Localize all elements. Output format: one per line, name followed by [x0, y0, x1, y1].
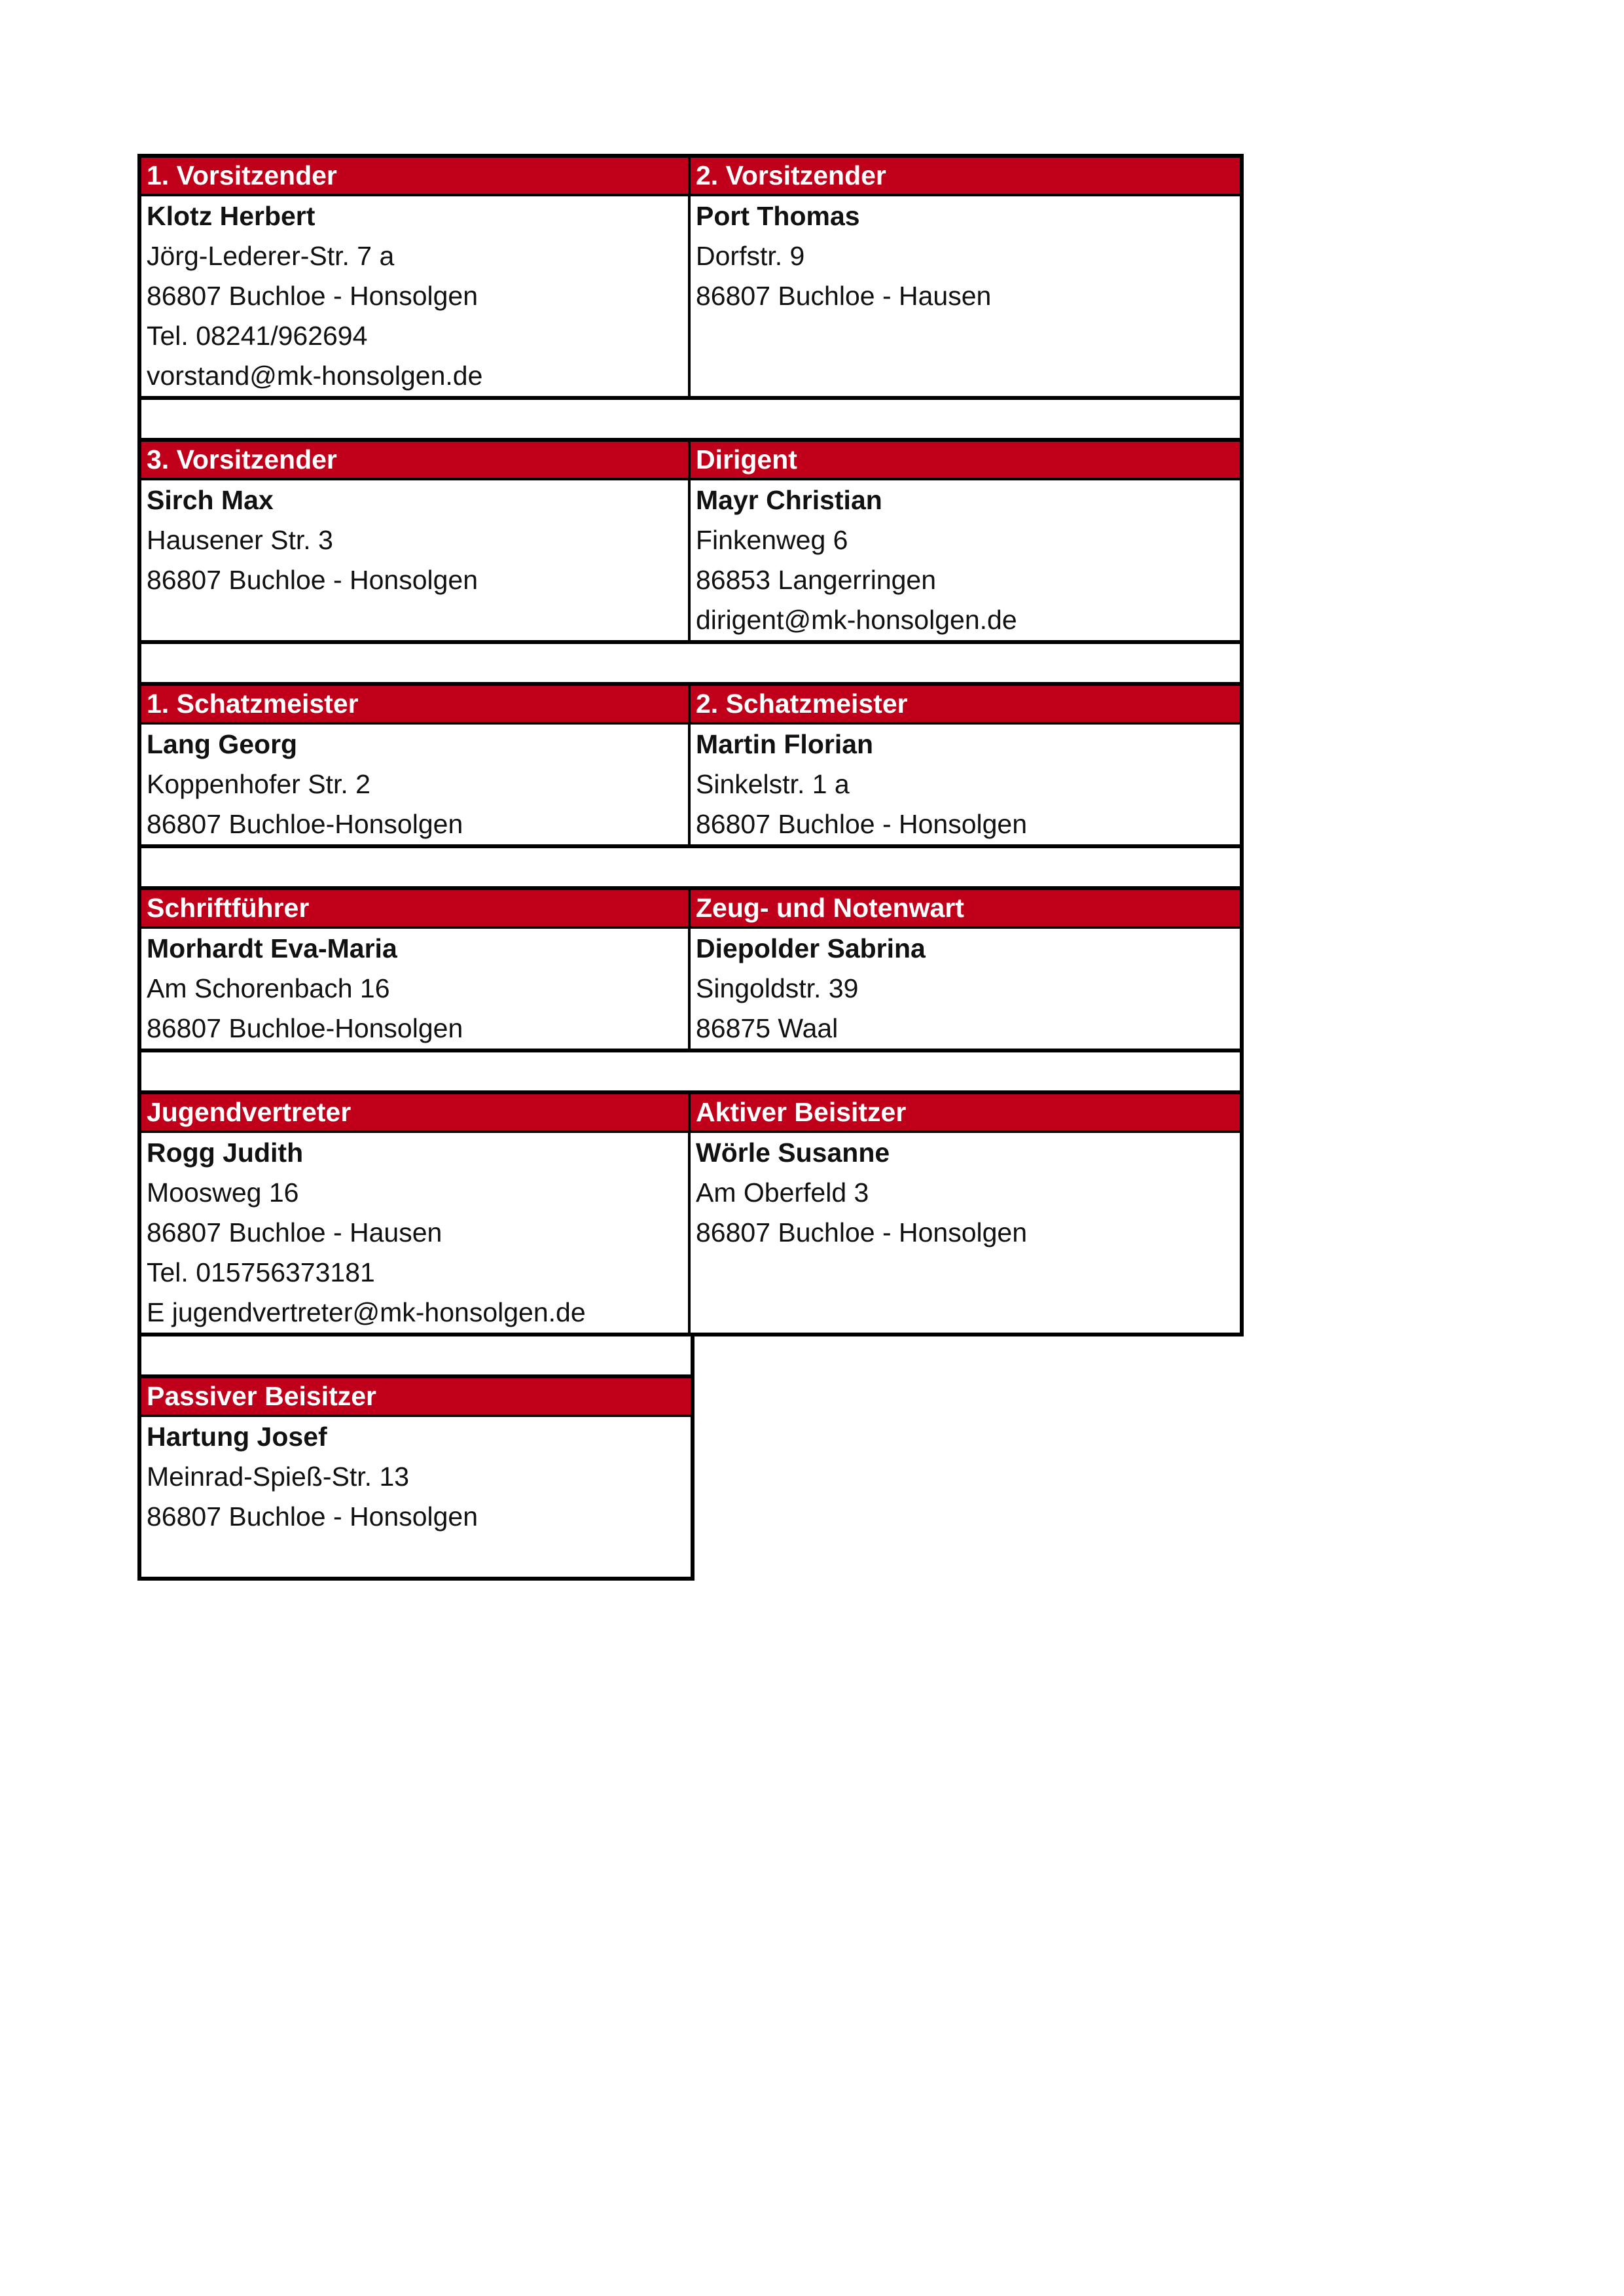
- member-block-6: [137, 1374, 695, 1581]
- spacer-row: [137, 1336, 695, 1374]
- role-title: 1. Vorsitzender: [141, 158, 688, 196]
- member-card-1-schatzmeister: [141, 686, 691, 844]
- member-city: 86807 Buchloe-Honsolgen: [147, 1013, 463, 1043]
- member-name: Morhardt Eva-Maria: [147, 933, 397, 963]
- spacer-row: [137, 1052, 1244, 1090]
- member-email: vorstand@mk-honsolgen.de: [147, 361, 483, 391]
- member-card-2-schatzmeister: [691, 686, 1240, 844]
- empty-line: [141, 600, 688, 640]
- member-street: Hausener Str. 3: [147, 525, 333, 555]
- member-block-5: [137, 1090, 1244, 1336]
- empty-line: [141, 1537, 691, 1577]
- member-name: Sirch Max: [147, 485, 274, 515]
- member-city: 86807 Buchloe - Honsolgen: [147, 565, 478, 595]
- member-email: E jugendvertreter@mk-honsolgen.de: [147, 1297, 586, 1327]
- empty-line: [691, 356, 1240, 396]
- member-card-zeug-und-notenwart: [691, 890, 1240, 1049]
- role-title: Aktiver Beisitzer: [691, 1094, 1240, 1133]
- empty-line: [691, 316, 1240, 356]
- member-block-4: [137, 886, 1244, 1052]
- member-city: 86853 Langerringen: [696, 565, 937, 595]
- member-street: Meinrad-Spieß-Str. 13: [147, 1462, 410, 1492]
- member-street: Finkenweg 6: [696, 525, 848, 555]
- member-card-aktiver-beisitzer: [691, 1094, 1240, 1333]
- spacer-row: [137, 644, 1244, 682]
- member-card-schriftfuehrer: [141, 890, 691, 1049]
- member-block-2: [137, 438, 1244, 644]
- member-card-2-vorsitzender: [691, 158, 1240, 396]
- role-title: Dirigent: [691, 442, 1240, 480]
- role-title: 2. Schatzmeister: [691, 686, 1240, 725]
- member-name: Port Thomas: [696, 201, 860, 231]
- member-name: Klotz Herbert: [147, 201, 316, 231]
- member-street: Moosweg 16: [147, 1177, 299, 1208]
- member-name: Diepolder Sabrina: [696, 933, 926, 963]
- member-name: Hartung Josef: [147, 1422, 327, 1452]
- member-name: Lang Georg: [147, 729, 298, 759]
- member-phone: Tel. 08241/962694: [147, 321, 368, 351]
- member-city: 86875 Waal: [696, 1013, 839, 1043]
- empty-line: [691, 1253, 1240, 1293]
- member-name: Wörle Susanne: [696, 1138, 890, 1168]
- member-city: 86807 Buchloe - Honsolgen: [147, 1501, 478, 1532]
- member-city: 86807 Buchloe-Honsolgen: [147, 809, 463, 839]
- member-card-3-vorsitzender: [141, 442, 691, 640]
- member-name: Rogg Judith: [147, 1138, 304, 1168]
- member-phone: Tel. 015756373181: [147, 1257, 375, 1287]
- role-title: Schriftführer: [141, 890, 688, 929]
- role-title: 3. Vorsitzender: [141, 442, 688, 480]
- member-card-passiver-beisitzer: [141, 1378, 691, 1577]
- member-name: Martin Florian: [696, 729, 874, 759]
- member-card-1-vorsitzender: [141, 158, 691, 396]
- member-street: Am Schorenbach 16: [147, 973, 390, 1003]
- role-title: Zeug- und Notenwart: [691, 890, 1240, 929]
- member-street: Koppenhofer Str. 2: [147, 769, 370, 799]
- member-street: Jörg-Lederer-Str. 7 a: [147, 241, 395, 271]
- role-title: 1. Schatzmeister: [141, 686, 688, 725]
- member-email: dirigent@mk-honsolgen.de: [696, 605, 1017, 635]
- role-title: Passiver Beisitzer: [141, 1378, 691, 1417]
- member-street: Am Oberfeld 3: [696, 1177, 869, 1208]
- role-title: Jugendvertreter: [141, 1094, 688, 1133]
- member-city: 86807 Buchloe - Honsolgen: [147, 281, 478, 311]
- member-block-1: [137, 154, 1244, 400]
- member-street: Singoldstr. 39: [696, 973, 859, 1003]
- member-city: 86807 Buchloe - Honsolgen: [696, 1217, 1028, 1247]
- spacer-row: [137, 400, 1244, 438]
- member-street: Dorfstr. 9: [696, 241, 805, 271]
- board-member-sheet: [137, 154, 1244, 1581]
- empty-line: [691, 1293, 1240, 1333]
- member-block-3: [137, 682, 1244, 848]
- role-title: 2. Vorsitzender: [691, 158, 1240, 196]
- member-city: 86807 Buchloe - Honsolgen: [696, 809, 1028, 839]
- member-card-dirigent: [691, 442, 1240, 640]
- member-card-jugendvertreter: [141, 1094, 691, 1333]
- member-city: 86807 Buchloe - Hausen: [696, 281, 992, 311]
- member-street: Sinkelstr. 1 a: [696, 769, 850, 799]
- member-name: Mayr Christian: [696, 485, 882, 515]
- member-city: 86807 Buchloe - Hausen: [147, 1217, 442, 1247]
- spacer-row: [137, 848, 1244, 886]
